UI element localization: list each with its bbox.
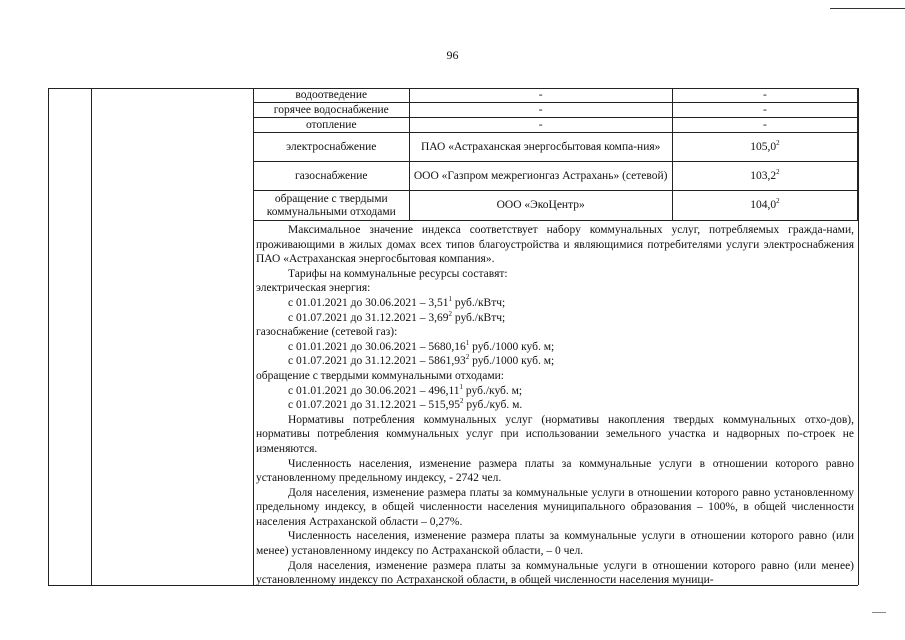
tariff-table [253,88,858,221]
tariff-text: с 01.07.2021 до 31.12.2021 – 5861,93 [288,355,466,368]
table-row [254,118,858,133]
tariff-unit: руб./куб. м. [463,399,523,412]
page-number: 96 [446,48,459,62]
tariff-text: с 01.07.2021 до 31.12.2021 – 515,95 [288,399,460,412]
table-row [254,133,858,162]
tariff-text: с 01.01.2021 до 30.06.2021 – 3,51 [288,296,449,309]
table-row [254,89,858,103]
footnote-mark: 2 [776,167,780,176]
footnote-mark: 2 [776,197,780,206]
footnote-mark: 1 [465,338,470,347]
paragraph: Нормативы потребления коммунальных услуг (нормативы накопления твердых коммунальных отхо-дов), нормативы потребления коммунальных услуг при использовании земельного участка и надворных по-строек не изменяются. [256,413,854,455]
paragraph: Численность населения, изменение размера платы за коммунальные услуги в отношении которого равно установленному предельному индексу, - 2742 чел. [256,457,854,485]
index-cell [672,162,857,191]
index-cell: - [672,118,857,133]
service-cell: электроснабжение [254,133,410,162]
tariff-text: с 01.07.2021 до 31.12.2021 – 3,69 [288,311,449,324]
column-divider [91,88,92,585]
tariff-line [256,311,854,326]
provider-cell: ООО «Газпром межрегионгаз Астрахань» (сетевой) [409,162,672,191]
column-divider [858,88,859,585]
provider-cell: - [409,103,672,118]
tariff-heading: газоснабжение (сетевой газ): [256,326,398,339]
tariff-line [256,296,854,311]
tariff-text: с 01.01.2021 до 30.06.2021 – 496,11 [288,384,460,397]
footnote-mark: 1 [459,382,464,391]
body-text [256,223,854,588]
tariff-unit: руб./кВтч; [451,296,506,309]
service-cell: водоотведение [254,89,410,103]
provider-cell: ПАО «Астраханская энергосбытовая компа-ния» [409,133,672,162]
table-row [254,103,858,118]
service-cell: газоснабжение [254,162,410,191]
paragraph: Максимальное значение индекса соответствует набору коммунальных услуг, потребляемых гражда-нами, проживающими в жилых домах всех типов благоустройства и являющимися потребителями услуги электроснабжения ПАО «Астраханская энергосбытовая компания». [256,224,854,266]
service-cell: обращение с твердыми коммунальными отходами [254,191,410,221]
tariff-unit: руб./1000 куб. м; [469,340,555,353]
index-cell [672,133,857,162]
service-cell: отопление [254,118,410,133]
index-cell [672,191,857,221]
tariff-unit: руб./куб. м; [463,384,523,397]
provider-cell: ООО «ЭкоЦентр» [409,191,672,221]
table-row [254,162,858,191]
footnote-mark: 2 [459,397,464,406]
paragraph: Доля населения, изменение размера платы за коммунальные услуги в отношении которого равно установленному предельному индексу, в общей численности населения муниципального образования – 100%, в общей численности населения Астраханской области – 0,27%. [256,486,854,528]
provider-cell: - [409,89,672,103]
provider-cell: - [409,118,672,133]
footnote-mark: 2 [465,353,470,362]
tariff-line [256,384,854,399]
table-row [254,191,858,221]
index-cell: - [672,103,857,118]
paragraph: Тарифы на коммунальные ресурсы составят: [288,267,508,280]
scan-edge-line [830,8,905,9]
paragraph: Доля населения, изменение размера платы за коммунальные услуги в отношении которого равно (или менее) установленному индексу по Астраханской области, в общей численности населения муници- [256,559,854,587]
index-value: 105,0 [750,140,777,153]
tariff-line [256,354,854,369]
footnote-mark: 2 [776,138,780,147]
index-value: 104,0 [750,199,777,211]
footnote-mark: 2 [448,309,452,318]
tariff-heading: обращение с твердыми коммунальными отходами: [256,369,504,382]
tariff-line [256,398,854,413]
tariff-unit: руб./кВтч; [451,311,506,324]
service-cell: горячее водоснабжение [254,103,410,118]
tariff-line [256,340,854,355]
tariff-heading: электрическая энергия: [256,282,371,295]
index-value: 103,2 [750,169,777,182]
scan-mark [872,612,886,613]
tariff-text: с 01.01.2021 до 30.06.2021 – 5680,16 [288,340,466,353]
tariff-unit: руб./1000 куб. м; [469,355,555,368]
footnote-mark: 1 [448,295,452,304]
index-cell: - [672,89,857,103]
paragraph: Численность населения, изменение размера платы за коммунальные услуги в отношении которого равно (или менее) установленному индексу по Астраханской области, – 0 чел. [256,530,854,558]
